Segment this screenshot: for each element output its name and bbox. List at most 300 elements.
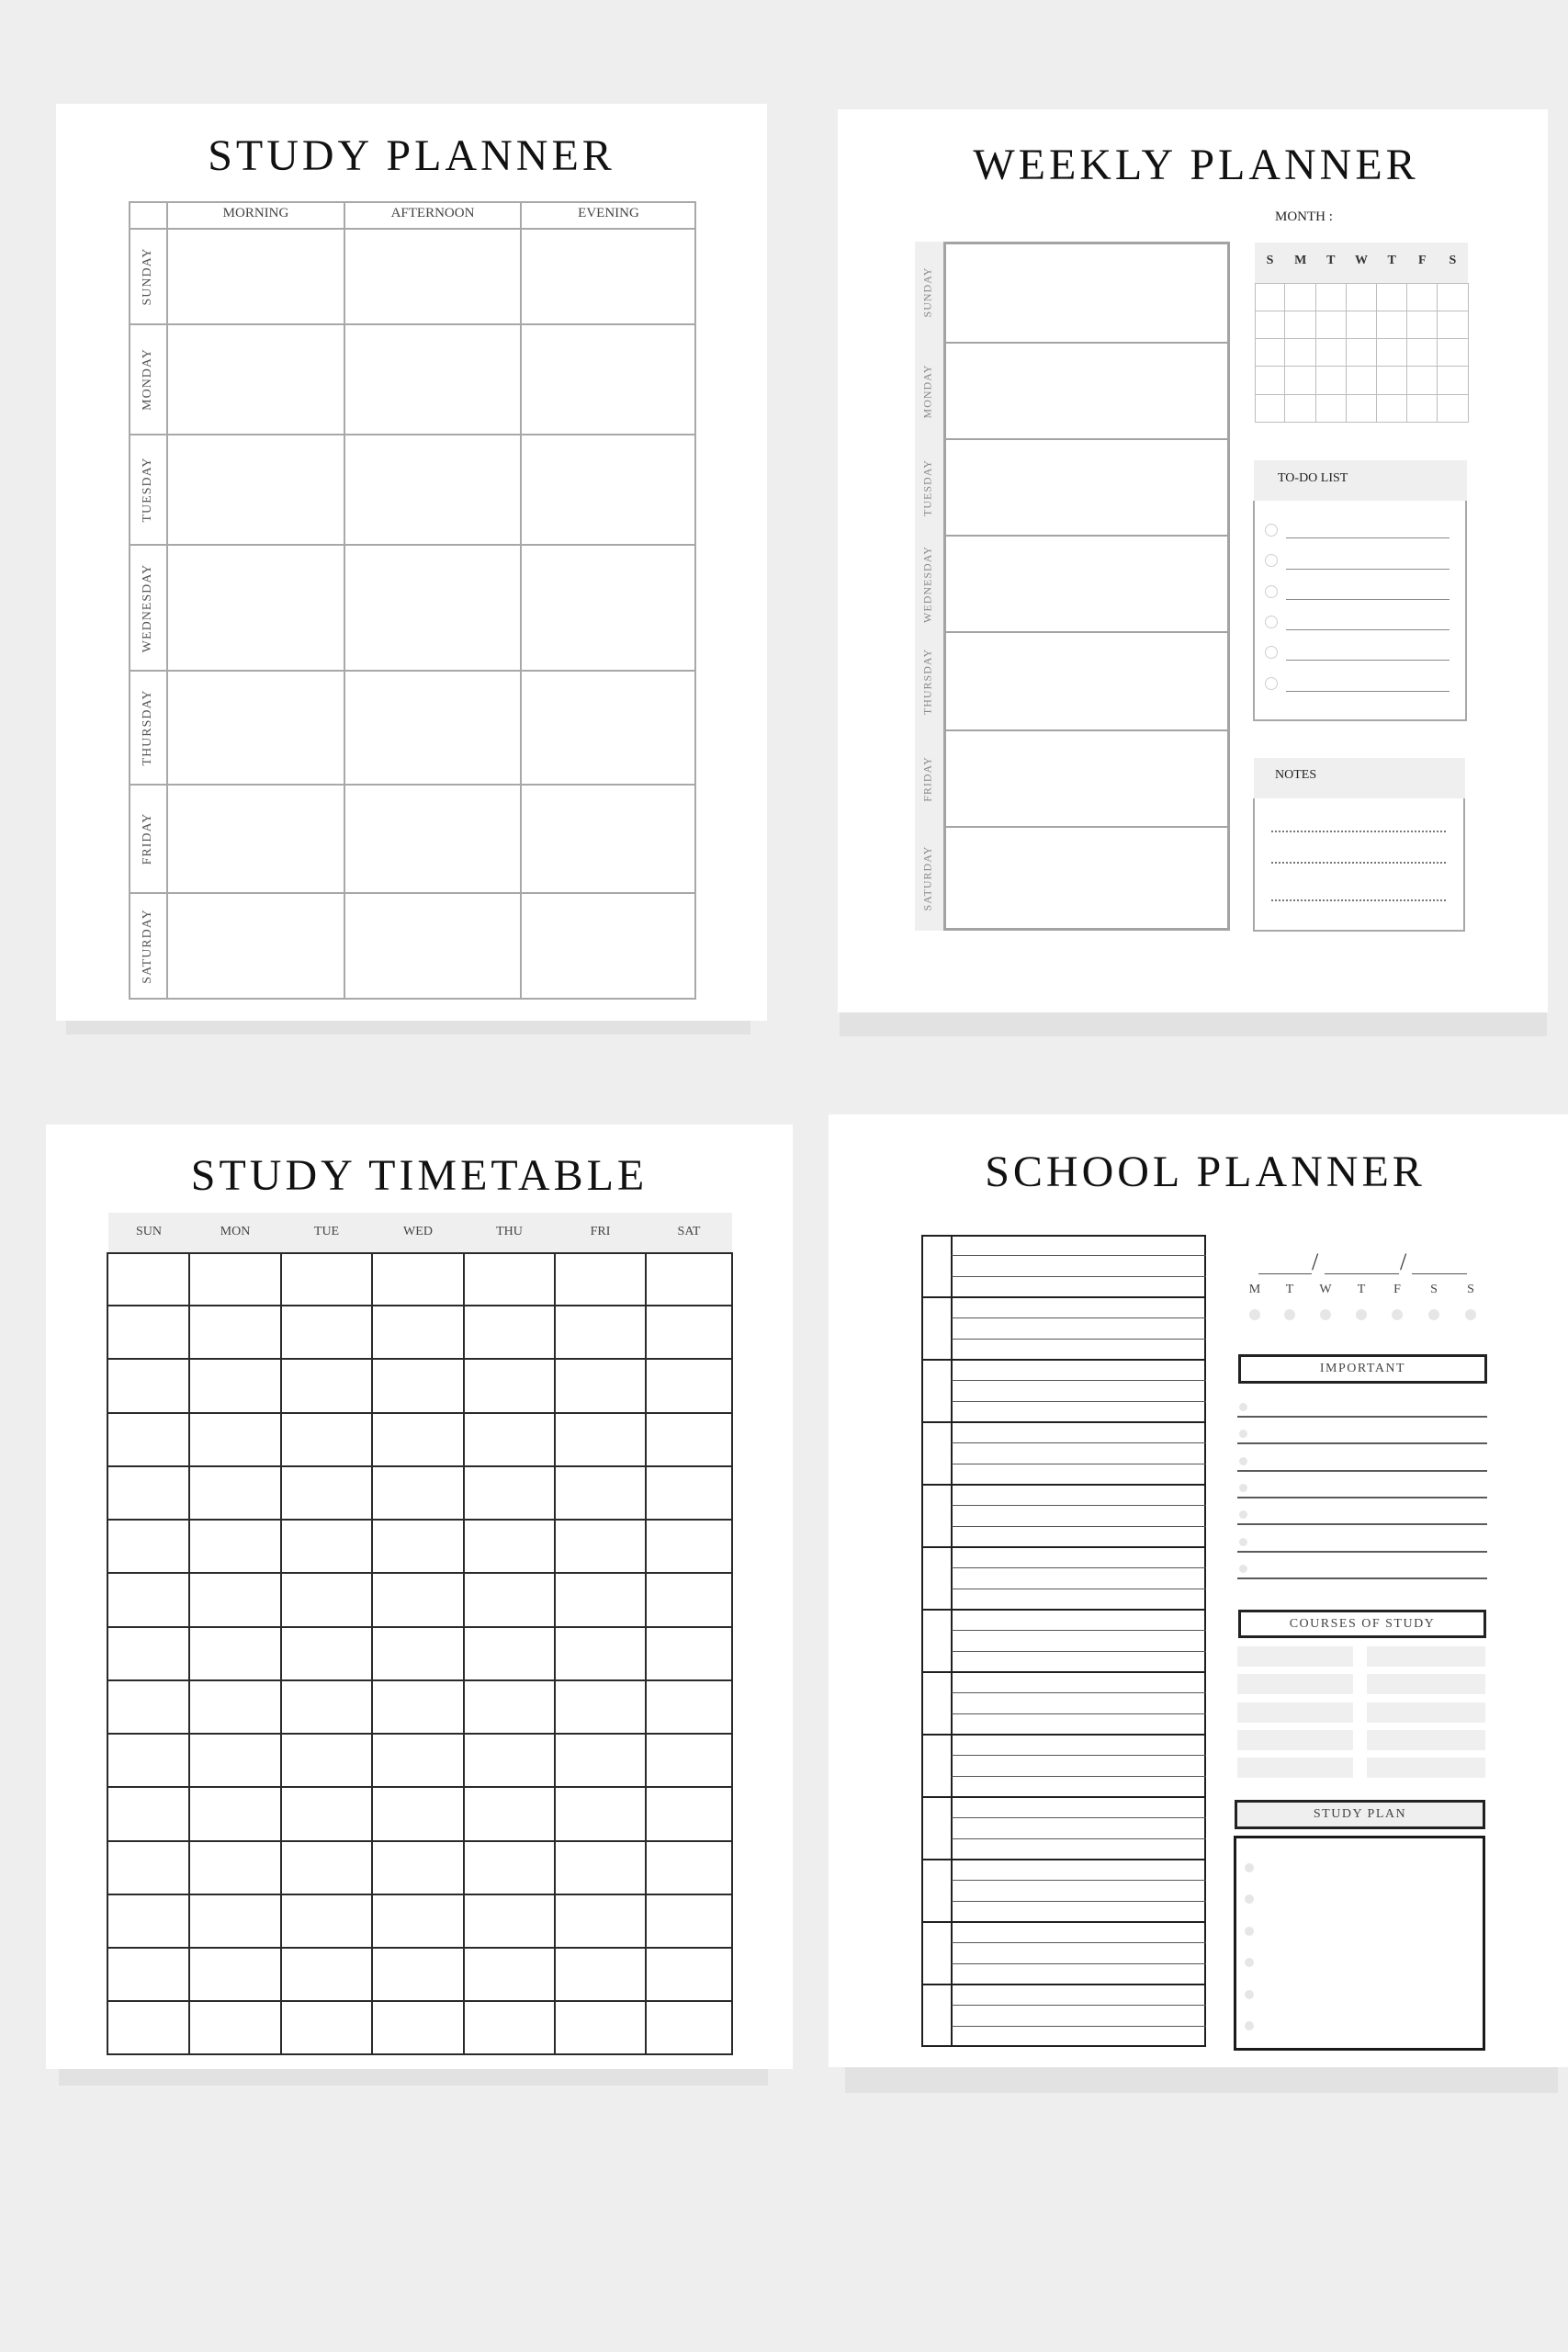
timetable-cell[interactable] (283, 1521, 370, 1571)
study-plan-entry[interactable] (1260, 1950, 1479, 1975)
important-line (1237, 1551, 1487, 1553)
timetable-cell[interactable] (283, 1362, 370, 1411)
study-plan-entry[interactable] (1260, 2013, 1479, 2039)
schedule-entry-line[interactable] (954, 1924, 1204, 1941)
schedule-entry-line[interactable] (954, 1590, 1204, 1608)
notes-dotted-line[interactable] (1271, 862, 1446, 864)
timetable-cell[interactable] (110, 1307, 187, 1357)
timetable-cell[interactable] (557, 1896, 644, 1946)
timetable-cell[interactable] (466, 1896, 553, 1946)
study-timetable-shadow (59, 2069, 768, 2086)
calendar-day-cell[interactable] (1438, 311, 1467, 337)
day-divider (943, 826, 1230, 828)
timetable-cell[interactable] (110, 1415, 187, 1464)
calendar-day-cell[interactable] (1408, 284, 1437, 310)
timetable-cell[interactable] (110, 1468, 187, 1518)
timetable-cell[interactable] (110, 1521, 187, 1571)
schedule-entry-line[interactable] (954, 1715, 1204, 1733)
course-field[interactable] (1367, 1674, 1485, 1694)
todo-checkbox-circle[interactable] (1265, 677, 1278, 690)
schedule-index-cell[interactable] (923, 1799, 950, 1858)
timetable-cell[interactable] (283, 1254, 370, 1304)
timetable-weekday-thu: THU (496, 1225, 523, 1238)
timetable-cell[interactable] (648, 1521, 730, 1571)
schedule-entry-line[interactable] (954, 1883, 1204, 1900)
timetable-weekday-tue: TUE (313, 1225, 340, 1238)
timetable-cell[interactable] (283, 1468, 370, 1518)
schedule-entry-line[interactable] (954, 1508, 1204, 1525)
date-separator: / (1400, 1249, 1407, 1275)
schedule-entry-line[interactable] (954, 1465, 1204, 1483)
timetable-cell[interactable] (557, 1576, 644, 1625)
course-field[interactable] (1367, 1758, 1485, 1778)
calendar-day-cell[interactable] (1438, 340, 1467, 366)
timetable-cell[interactable] (110, 2004, 187, 2053)
weekly-day-slot-monday[interactable] (946, 345, 1227, 437)
schedule-index-cell[interactable] (923, 1237, 950, 1295)
calendar-day-cell[interactable] (1316, 396, 1345, 422)
calendar-day-cell[interactable] (1286, 368, 1314, 393)
schedule-entry-line[interactable] (954, 1299, 1204, 1317)
calendar-day-cell[interactable] (1378, 396, 1406, 422)
study-plan-entry[interactable] (1260, 1982, 1479, 2007)
calendar-day-cell[interactable] (1347, 368, 1375, 393)
study-slot-thursday-morning[interactable] (346, 673, 519, 783)
schedule-entry-line[interactable] (954, 1903, 1204, 1920)
timetable-cell[interactable] (466, 1307, 553, 1357)
timetable-cell[interactable] (648, 2004, 730, 2053)
calendar-day-cell[interactable] (1378, 284, 1406, 310)
important-bullet (1239, 1457, 1247, 1465)
schedule-index-cell[interactable] (923, 1611, 950, 1670)
study-slot-friday-afternoon[interactable] (523, 786, 694, 891)
schedule-entry-line[interactable] (954, 1799, 1204, 1816)
timetable-cell[interactable] (557, 1629, 644, 1679)
calendar-day-cell[interactable] (1286, 284, 1314, 310)
study-slot-saturday-afternoon[interactable] (523, 895, 694, 998)
study-plan-entry[interactable] (1260, 1855, 1479, 1881)
timetable-cell[interactable] (557, 2004, 644, 2053)
schedule-sub-line (952, 1526, 1206, 1527)
date-input[interactable] (1258, 1251, 1468, 1275)
timetable-cell[interactable] (191, 1576, 279, 1625)
timetable-cell[interactable] (466, 1736, 553, 1785)
schedule-entry-line[interactable] (954, 1820, 1204, 1838)
weekday-selector-dot[interactable] (1320, 1309, 1331, 1320)
schedule-index-cell[interactable] (923, 1924, 950, 1983)
timetable-cell[interactable] (283, 1415, 370, 1464)
course-field[interactable] (1237, 1730, 1353, 1750)
schedule-entry-line[interactable] (954, 1674, 1204, 1691)
timetable-cell[interactable] (283, 1629, 370, 1679)
study-slot-wednesday-afternoon[interactable] (523, 547, 694, 669)
weekday-selector-dot[interactable] (1249, 1309, 1260, 1320)
timetable-cell[interactable] (283, 1682, 370, 1732)
study-plan-header: STUDY PLAN (1235, 1800, 1485, 1829)
important-entry[interactable] (1251, 1395, 1485, 1415)
timetable-cell[interactable] (557, 1468, 644, 1518)
schedule-sub-line (952, 1880, 1206, 1881)
timetable-cell[interactable] (191, 1843, 279, 1893)
calendar-day-cell[interactable] (1347, 340, 1375, 366)
calendar-day-cell[interactable] (1438, 284, 1467, 310)
schedule-entry-line[interactable] (954, 1758, 1204, 1775)
schedule-entry-line[interactable] (954, 1320, 1204, 1338)
schedule-index-cell[interactable] (923, 1986, 950, 2045)
timetable-cell[interactable] (374, 1629, 462, 1679)
timetable-cell[interactable] (466, 1362, 553, 1411)
schedule-sub-line (952, 1838, 1206, 1839)
weekly-day-slot-tuesday[interactable] (946, 441, 1227, 534)
study-slot-monday-afternoon[interactable] (523, 326, 694, 433)
timetable-cell[interactable] (557, 1682, 644, 1732)
schedule-index-cell[interactable] (923, 1299, 950, 1358)
course-field[interactable] (1237, 1758, 1353, 1778)
weekly-day-label-sunday: SUNDAY (920, 266, 934, 318)
schedule-entry-line[interactable] (954, 1258, 1204, 1275)
schedule-sub-line (952, 1901, 1206, 1902)
important-bullet (1239, 1565, 1247, 1573)
weekly-day-slot-wednesday[interactable] (946, 537, 1227, 630)
schedule-index-cell[interactable] (923, 1674, 950, 1733)
calendar-day-cell[interactable] (1286, 396, 1314, 422)
calendar-day-cell[interactable] (1316, 340, 1345, 366)
timetable-weekday-sun: SUN (135, 1225, 162, 1238)
calendar-day-cell[interactable] (1256, 368, 1284, 393)
study-slot-tuesday-afternoon[interactable] (523, 436, 694, 543)
calendar-day-cell[interactable] (1408, 396, 1437, 422)
schedule-entry-line[interactable] (954, 1403, 1204, 1420)
timetable-cell[interactable] (374, 1362, 462, 1411)
timetable-cell[interactable] (466, 1576, 553, 1625)
course-field[interactable] (1237, 1702, 1353, 1723)
schedule-sub-line (952, 1276, 1206, 1277)
timetable-cell[interactable] (374, 1843, 462, 1893)
timetable-cell[interactable] (374, 1950, 462, 1999)
course-field[interactable] (1367, 1702, 1485, 1723)
timetable-cell[interactable] (283, 1307, 370, 1357)
timetable-cell[interactable] (374, 1521, 462, 1571)
important-entry[interactable] (1251, 1530, 1485, 1550)
timetable-cell[interactable] (648, 1576, 730, 1625)
schedule-entry-line[interactable] (954, 1424, 1204, 1442)
schedule-entry-line[interactable] (954, 1965, 1204, 1983)
study-plan-entry[interactable] (1260, 1886, 1479, 1912)
notes-dotted-line[interactable] (1271, 831, 1446, 832)
schedule-entry-line[interactable] (954, 1383, 1204, 1400)
important-entry[interactable] (1251, 1421, 1485, 1442)
timetable-cell[interactable] (110, 1362, 187, 1411)
timetable-cell[interactable] (557, 1843, 644, 1893)
timetable-cell[interactable] (648, 1682, 730, 1732)
courses-header: COURSES OF STUDY (1238, 1610, 1486, 1638)
study-slot-saturday-morning[interactable] (346, 895, 519, 998)
course-field[interactable] (1367, 1646, 1485, 1667)
todo-checkbox-circle[interactable] (1265, 585, 1278, 598)
schedule-entry-line[interactable] (954, 1695, 1204, 1713)
schedule-index-cell[interactable] (923, 1861, 950, 1920)
column-divider (344, 201, 345, 1000)
timetable-cell[interactable] (110, 1950, 187, 1999)
todo-checkbox-circle[interactable] (1265, 524, 1278, 537)
calendar-day-cell[interactable] (1347, 284, 1375, 310)
weekday-selector-dot[interactable] (1284, 1309, 1295, 1320)
study-slot-sunday-morning[interactable] (346, 231, 519, 322)
timetable-cell[interactable] (557, 1790, 644, 1839)
calendar-day-cell[interactable] (1256, 311, 1284, 337)
timetable-cell[interactable] (374, 2004, 462, 2053)
schedule-entry-line[interactable] (954, 1945, 1204, 1962)
timetable-cell[interactable] (648, 1896, 730, 1946)
timetable-cell[interactable] (191, 1736, 279, 1785)
todo-title: TO-DO LIST (1278, 471, 1348, 485)
schedule-index-divider (951, 1235, 953, 2047)
calendar-day-cell[interactable] (1408, 311, 1437, 337)
timetable-cell[interactable] (191, 1468, 279, 1518)
schedule-entry-line[interactable] (954, 1840, 1204, 1858)
timetable-row-line (107, 1412, 733, 1414)
schedule-sub-line (952, 1713, 1206, 1714)
timetable-cell[interactable] (283, 1843, 370, 1893)
timetable-cell[interactable] (110, 1254, 187, 1304)
calendar-day-cell[interactable] (1408, 340, 1437, 366)
timetable-cell[interactable] (466, 1682, 553, 1732)
weekday-selector-dot[interactable] (1392, 1309, 1403, 1320)
calendar-day-cell[interactable] (1256, 284, 1284, 310)
timetable-cell[interactable] (283, 1790, 370, 1839)
schedule-sub-line (952, 1255, 1206, 1256)
course-field[interactable] (1367, 1730, 1485, 1750)
schedule-index-cell[interactable] (923, 1424, 950, 1483)
timetable-cell[interactable] (110, 1576, 187, 1625)
calendar-day-cell[interactable] (1438, 368, 1467, 393)
timetable-cell[interactable] (374, 1736, 462, 1785)
timetable-weekday-fri: FRI (590, 1225, 611, 1238)
row-divider (129, 228, 696, 230)
day-divider (943, 729, 1230, 731)
important-entry[interactable] (1251, 1502, 1485, 1522)
timetable-cell[interactable] (283, 1950, 370, 1999)
timetable-cell[interactable] (191, 1950, 279, 1999)
timetable-cell[interactable] (191, 1307, 279, 1357)
important-entry[interactable] (1251, 1476, 1485, 1496)
schedule-entry-line[interactable] (954, 1445, 1204, 1463)
calendar-day-cell[interactable] (1316, 311, 1345, 337)
timetable-cell[interactable] (110, 1629, 187, 1679)
timetable-cell[interactable] (648, 1950, 730, 1999)
weekly-planner-title: WEEKLY PLANNER (973, 141, 1419, 189)
timetable-row-line (107, 1519, 733, 1521)
timetable-cell[interactable] (648, 1736, 730, 1785)
schedule-entry-line[interactable] (954, 1570, 1204, 1588)
calendar-weekday-4: T (1387, 254, 1396, 267)
schedule-index-cell[interactable] (923, 1549, 950, 1608)
study-plan-bullet (1245, 1927, 1254, 1936)
schedule-entry-line[interactable] (954, 1861, 1204, 1879)
study-slot-tuesday-morning[interactable] (346, 436, 519, 543)
calendar-day-cell[interactable] (1378, 368, 1406, 393)
timetable-cell[interactable] (191, 1629, 279, 1679)
schedule-entry-line[interactable] (954, 1611, 1204, 1629)
schedule-sub-line (952, 1630, 1206, 1631)
timetable-cell[interactable] (557, 1950, 644, 1999)
timetable-cell[interactable] (110, 1790, 187, 1839)
schedule-entry-line[interactable] (954, 2028, 1204, 2045)
timetable-cell[interactable] (283, 1736, 370, 1785)
schedule-entry-line[interactable] (954, 1362, 1204, 1379)
timetable-cell[interactable] (374, 1468, 462, 1518)
schedule-entry-line[interactable] (954, 1986, 1204, 2004)
weekday-selector-dot[interactable] (1356, 1309, 1367, 1320)
school-weekday-letter: T (1285, 1283, 1294, 1296)
todo-box (1253, 501, 1467, 721)
timetable-cell[interactable] (110, 1682, 187, 1732)
timetable-cell[interactable] (466, 1950, 553, 1999)
timetable-cell[interactable] (283, 1896, 370, 1946)
schedule-entry-line[interactable] (954, 1340, 1204, 1358)
calendar-weekday-5: F (1417, 254, 1427, 267)
timetable-cell[interactable] (557, 1362, 644, 1411)
timetable-cell[interactable] (466, 1254, 553, 1304)
schedule-index-cell[interactable] (923, 1736, 950, 1795)
day-label-saturday: SATURDAY (141, 909, 154, 984)
schedule-entry-line[interactable] (954, 1237, 1204, 1254)
timetable-cell[interactable] (283, 1576, 370, 1625)
timetable-cell[interactable] (466, 2004, 553, 2053)
study-plan-entry[interactable] (1260, 1918, 1479, 1944)
timetable-cell[interactable] (466, 1521, 553, 1571)
schedule-sub-line (952, 1776, 1206, 1777)
calendar-weekday-2: T (1326, 254, 1336, 267)
course-field[interactable] (1237, 1646, 1353, 1667)
timetable-cell[interactable] (374, 1896, 462, 1946)
weekday-selector-dot[interactable] (1428, 1309, 1439, 1320)
calendar-day-cell[interactable] (1408, 368, 1437, 393)
timetable-cell[interactable] (557, 1521, 644, 1571)
study-slot-friday-morning[interactable] (346, 786, 519, 891)
timetable-cell[interactable] (191, 1415, 279, 1464)
schedule-entry-line[interactable] (954, 1528, 1204, 1545)
timetable-cell[interactable] (466, 1415, 553, 1464)
timetable-cell[interactable] (374, 1576, 462, 1625)
study-slot-sunday-afternoon[interactable] (523, 231, 694, 322)
schedule-block-divider (921, 1296, 1206, 1298)
timetable-cell[interactable] (648, 1468, 730, 1518)
timetable-cell[interactable] (374, 1790, 462, 1839)
timetable-cell[interactable] (466, 1468, 553, 1518)
timetable-weekday-wed: WED (403, 1225, 433, 1238)
schedule-entry-line[interactable] (954, 1778, 1204, 1795)
timetable-cell[interactable] (648, 1254, 730, 1304)
study-slot-wednesday-morning[interactable] (346, 547, 519, 669)
schedule-entry-line[interactable] (954, 2007, 1204, 2025)
timetable-cell[interactable] (191, 1790, 279, 1839)
timetable-cell[interactable] (191, 1254, 279, 1304)
timetable-cell[interactable] (466, 1790, 553, 1839)
timetable-row-line (107, 1626, 733, 1628)
calendar-day-cell[interactable] (1316, 368, 1345, 393)
calendar-day-cell[interactable] (1286, 311, 1314, 337)
timetable-cell[interactable] (191, 1682, 279, 1732)
timetable-cell[interactable] (374, 1415, 462, 1464)
timetable-cell[interactable] (374, 1307, 462, 1357)
timetable-cell[interactable] (466, 1843, 553, 1893)
calendar-day-cell[interactable] (1256, 396, 1284, 422)
calendar-day-cell[interactable] (1256, 340, 1284, 366)
schedule-index-cell[interactable] (923, 1362, 950, 1420)
calendar-day-cell[interactable] (1378, 340, 1406, 366)
timetable-cell[interactable] (648, 1362, 730, 1411)
weekday-selector-dot[interactable] (1465, 1309, 1476, 1320)
schedule-sub-line (952, 1339, 1206, 1340)
course-field[interactable] (1237, 1674, 1353, 1694)
school-weekday-letter: S (1467, 1283, 1474, 1296)
timetable-cell[interactable] (191, 1362, 279, 1411)
timetable-cell[interactable] (648, 1790, 730, 1839)
timetable-cell[interactable] (191, 2004, 279, 2053)
study-slot-monday-morning[interactable] (346, 326, 519, 433)
schedule-entry-line[interactable] (954, 1653, 1204, 1670)
schedule-sub-line (952, 1505, 1206, 1506)
weekly-day-slot-sunday[interactable] (946, 243, 1227, 341)
calendar-day-cell[interactable] (1286, 340, 1314, 366)
timetable-cell[interactable] (648, 1843, 730, 1893)
timetable-cell[interactable] (648, 1415, 730, 1464)
timetable-cell[interactable] (191, 1521, 279, 1571)
notes-dotted-line[interactable] (1271, 899, 1446, 901)
timetable-cell[interactable] (557, 1736, 644, 1785)
weekly-day-slot-friday[interactable] (946, 732, 1227, 825)
timetable-cell[interactable] (110, 1736, 187, 1785)
timetable-cell[interactable] (283, 2004, 370, 2053)
calendar-day-cell[interactable] (1347, 311, 1375, 337)
schedule-entry-line[interactable] (954, 1736, 1204, 1754)
weekly-day-slot-saturday[interactable] (946, 829, 1227, 928)
calendar-day-cell[interactable] (1438, 396, 1467, 422)
calendar-day-cell[interactable] (1316, 284, 1345, 310)
timetable-cell[interactable] (374, 1682, 462, 1732)
timetable-cell[interactable] (557, 1415, 644, 1464)
schedule-entry-line[interactable] (954, 1278, 1204, 1295)
schedule-entry-line[interactable] (954, 1549, 1204, 1566)
study-plan-bullet (1245, 1863, 1254, 1872)
timetable-cell[interactable] (374, 1254, 462, 1304)
timetable-cell[interactable] (110, 1843, 187, 1893)
calendar-day-cell[interactable] (1378, 311, 1406, 337)
schedule-entry-line[interactable] (954, 1633, 1204, 1650)
timetable-weekday-sat: SAT (677, 1225, 701, 1238)
calendar-day-cell[interactable] (1347, 396, 1375, 422)
important-line (1237, 1497, 1487, 1498)
timetable-cell[interactable] (191, 1896, 279, 1946)
weekly-day-slot-thursday[interactable] (946, 634, 1227, 729)
todo-item-line (1286, 629, 1450, 630)
timetable-cell[interactable] (557, 1254, 644, 1304)
timetable-cell[interactable] (110, 1896, 187, 1946)
todo-checkbox-circle[interactable] (1265, 616, 1278, 628)
important-entry[interactable] (1251, 1556, 1485, 1577)
timetable-cell[interactable] (648, 1307, 730, 1357)
important-entry[interactable] (1251, 1449, 1485, 1469)
study-slot-thursday-afternoon[interactable] (523, 673, 694, 783)
timetable-cell[interactable] (648, 1629, 730, 1679)
timetable-cell[interactable] (557, 1307, 644, 1357)
schedule-index-cell[interactable] (923, 1487, 950, 1545)
schedule-sub-line (952, 1942, 1206, 1943)
timetable-cell[interactable] (466, 1629, 553, 1679)
schedule-sub-line (952, 1401, 1206, 1402)
schedule-entry-line[interactable] (954, 1487, 1204, 1504)
